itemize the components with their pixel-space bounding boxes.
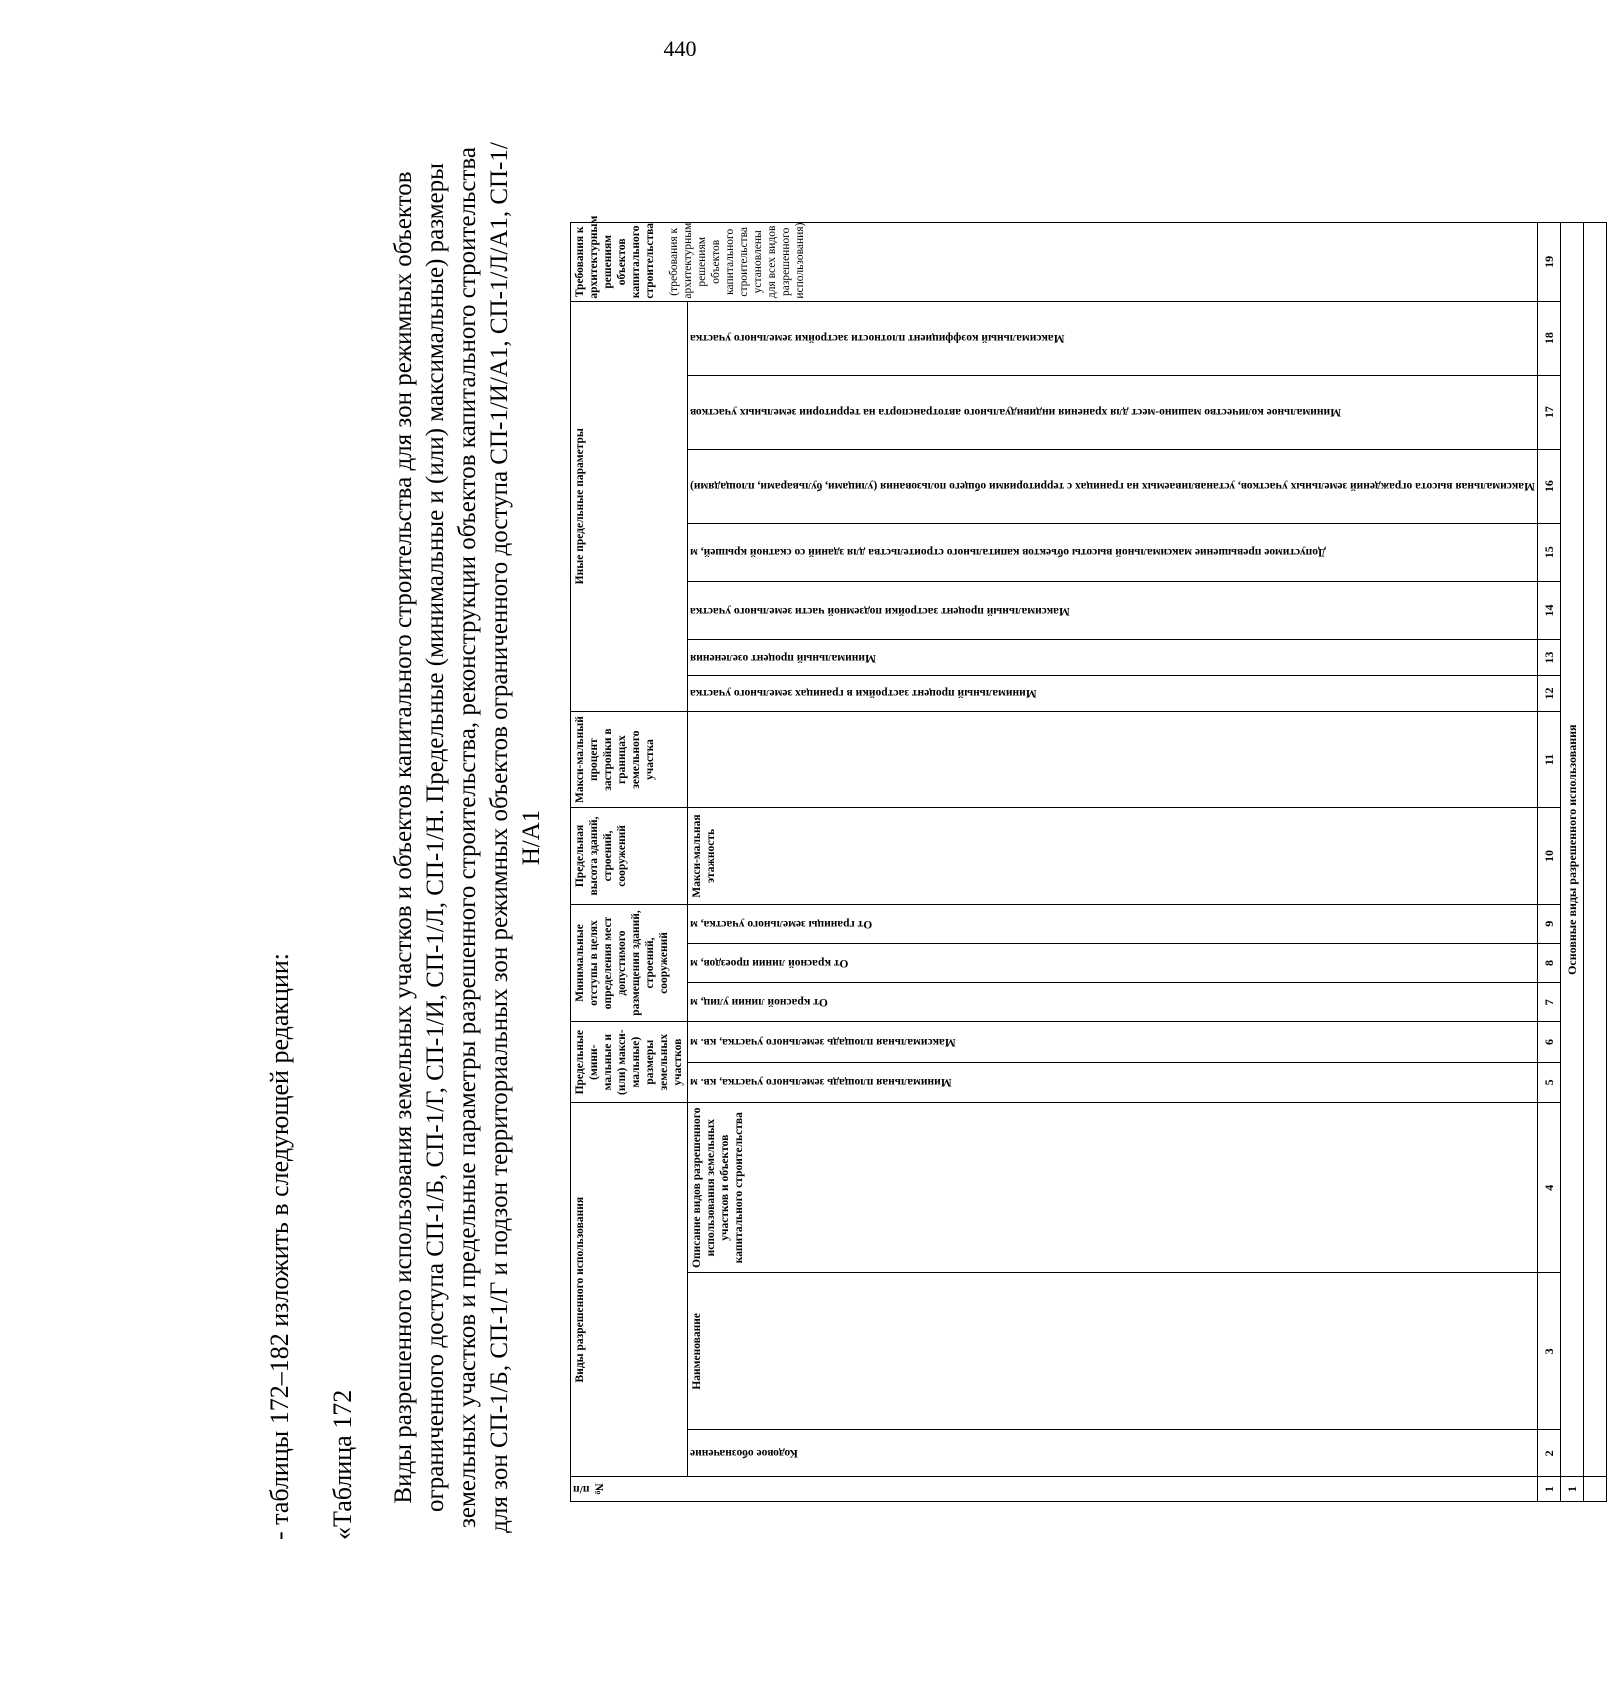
header-col-19: Требования к архитектурным решениям объектов капитального строительства (требования к архитектурным решениям объектов капитального строительства установлены для всех видов разрешенного использования) bbox=[571, 223, 1538, 302]
section-row-label: Основные виды разрешенного использования bbox=[1560, 223, 1583, 1477]
header-permitted-uses: Виды разрешенного использования bbox=[571, 1103, 688, 1477]
col-number: 11 bbox=[1537, 711, 1560, 807]
col-number: 1 bbox=[1537, 1477, 1560, 1502]
intro-text: - таблицы 172–182 изложить в следующей редакции: bbox=[265, 952, 294, 1540]
col-number: 3 bbox=[1537, 1273, 1560, 1430]
header-col-12: Минимальный процент застройки в границах земельного участка bbox=[688, 676, 1538, 712]
col-number: 15 bbox=[1537, 523, 1560, 581]
header-max-coverage: Макси-мальный процент застройки в границах земельного участка bbox=[571, 711, 688, 807]
regulations-table bbox=[570, 215, 1607, 1502]
header-height: Предельная высота зданий, строений, сооружений bbox=[571, 808, 688, 904]
empty-row-cell bbox=[1583, 1477, 1606, 1502]
col-number: 9 bbox=[1537, 904, 1560, 943]
header-col-18: Максимальный коэффициент плотности застройки земельного участка bbox=[688, 301, 1538, 375]
rotated-content bbox=[70, 80, 1579, 1660]
header-col-13: Минимальный процент озеленения bbox=[688, 640, 1538, 676]
col-number: 2 bbox=[1537, 1430, 1560, 1477]
header-name: Наименование bbox=[688, 1273, 1538, 1430]
col-number: 6 bbox=[1537, 1022, 1560, 1062]
header-street-setback: От красной линии улиц, м bbox=[688, 983, 1538, 1022]
header-other-params: Иные предельные параметры bbox=[571, 301, 688, 711]
col-number: 19 bbox=[1537, 223, 1560, 302]
col-number: 17 bbox=[1537, 375, 1560, 449]
header-setbacks: Минимальные отступы в целях определения мест допустимого размещения зданий, строений, сооружений bbox=[571, 904, 688, 1022]
empty-row-cell bbox=[1583, 223, 1606, 1477]
header-passage-setback: От красной линии проездов, м bbox=[688, 943, 1538, 982]
col-number: 8 bbox=[1537, 943, 1560, 982]
header-col-17: Минимальное количество машино-мест для хранения индивидуального автотранспорта на территории земельных участков bbox=[688, 375, 1538, 449]
col-number: 18 bbox=[1537, 301, 1560, 375]
header-col-15: Допустимое превышение максимальной высоты объектов капитального строительства для зданий со скатной крышей, м bbox=[688, 523, 1538, 581]
header-plot-sizes: Предельные (мини-мальные и (или) макси-мальные) размеры земельных участков bbox=[571, 1022, 688, 1103]
col-number: 10 bbox=[1537, 808, 1560, 904]
col-number: 14 bbox=[1537, 581, 1560, 639]
header-coverage-blank bbox=[688, 711, 1538, 807]
page-number: 440 bbox=[663, 36, 697, 61]
col-number: 12 bbox=[1537, 676, 1560, 712]
header-row-no: № п/п bbox=[571, 1477, 1538, 1502]
col-number: 4 bbox=[1537, 1103, 1560, 1273]
header-col-16: Максимальная высота ограждений земельных участков, устанавливаемых на границах с территориями общего пользования (улицами, бульварами, площадями) bbox=[688, 449, 1538, 523]
header-min-area: Минимальная площадь земельного участка, кв. м bbox=[688, 1062, 1538, 1102]
table-name: «Таблица 172 bbox=[328, 1389, 357, 1540]
header-col-14: Максимальный процент застройки подземной части земельного участка bbox=[688, 581, 1538, 639]
header-border-setback: От границы земельного участка, м bbox=[688, 904, 1538, 943]
header-code: Кодовое обозначение bbox=[688, 1430, 1538, 1477]
col-number: 5 bbox=[1537, 1062, 1560, 1102]
section-row-number: 1 bbox=[1560, 1477, 1583, 1502]
header-description: Описание видов разрешенного использования земельных участков и объектов капитального строительства bbox=[688, 1103, 1538, 1273]
col-number: 7 bbox=[1537, 983, 1560, 1022]
header-max-floors: Макси-мальная этажность bbox=[688, 808, 1538, 904]
col-number: 13 bbox=[1537, 640, 1560, 676]
table-title: Виды разрешенного использования земельных участков и объектов капитального строительства для зон режимных объектов ограниченного доступа СП-1/Б, СП-1/Г, СП-1/И, СП-1/Л, СП-1/Н. Предельные (минимальные и (или) максимальные) размеры земельных участков и предельные параметры разрешенного строительства, реконструкции объектов капитального строительства для зон СП-1/Б, СП-1/Г и подзон территориальных зон режимных объектов ограниченного доступа СП-1/И/А1, СП-1/Л/А1, СП-1/Н/А1 bbox=[390, 142, 545, 1533]
header-max-area: Максимальная площадь земельного участка, кв. м bbox=[688, 1022, 1538, 1062]
col-number: 16 bbox=[1537, 449, 1560, 523]
